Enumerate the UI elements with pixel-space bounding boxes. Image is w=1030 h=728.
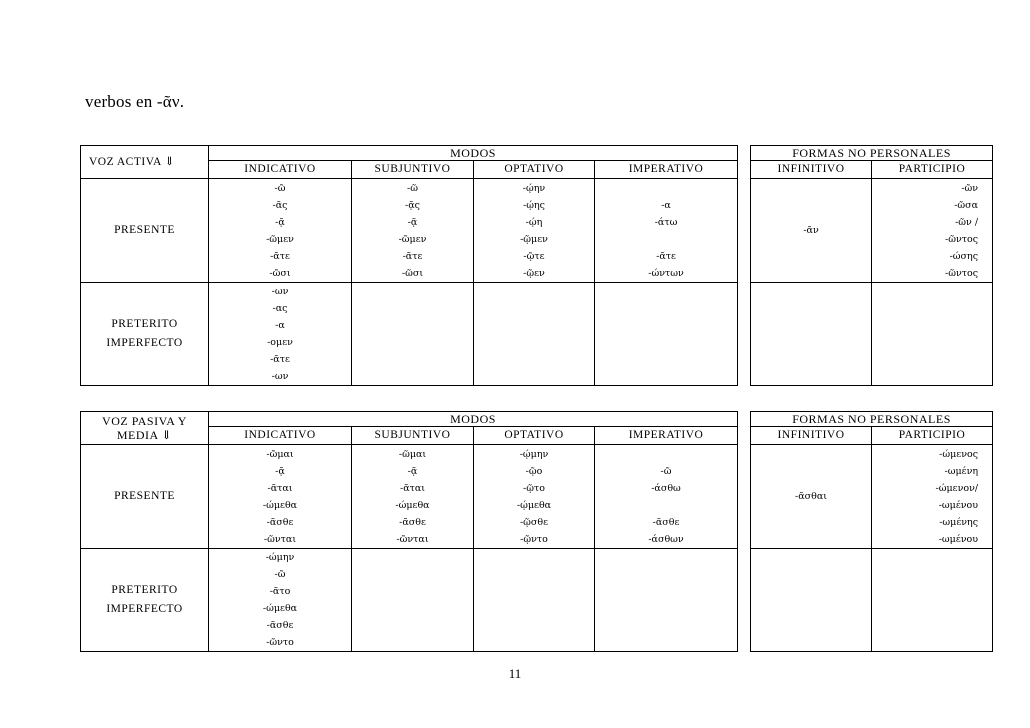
participio-forms: [872, 445, 993, 549]
preterito-label-line1: PRETERITO: [111, 318, 178, 330]
form-cell: -ῶμαι: [398, 448, 427, 460]
form-cell: -ώμεθα: [262, 499, 298, 511]
indicativo-forms: [209, 445, 352, 549]
preterito-label: [81, 283, 209, 386]
presente-label: PRESENTE: [81, 445, 209, 549]
empty-cell: [474, 549, 595, 652]
optativo-header: OPTATIVO: [474, 161, 595, 179]
indicativo-header: INDICATIVO: [209, 427, 352, 445]
form-cell: -ων: [271, 286, 289, 297]
form-cell: -ῶ: [274, 569, 286, 580]
form-cell: -ῶντο: [266, 637, 294, 648]
participio-header: PARTICIPIO: [872, 161, 993, 179]
preterito-label-line2: IMPERFECTO: [106, 337, 183, 349]
page-number: 11: [508, 666, 522, 681]
form-cell: -ῶμεν: [266, 233, 294, 245]
modos-header: MODOS: [209, 412, 738, 427]
column-gap: [738, 146, 751, 179]
passive-voice-label-line1: VOZ PASIVA Y: [102, 414, 187, 428]
form-cell: -ώσης: [949, 250, 979, 262]
form-cell: -ῶ: [274, 182, 286, 194]
form-cell: -ᾶς: [272, 199, 288, 211]
form-cell: -ᾶτε: [270, 354, 290, 365]
passive-voice-label: [81, 412, 209, 445]
form-cell: -ῶν: [961, 182, 979, 194]
infinitivo-header: INFINITIVO: [751, 161, 872, 179]
form-cell: -ᾷ: [407, 465, 418, 477]
form-cell: -ᾶτε: [402, 250, 423, 262]
form-cell: [595, 231, 737, 248]
formas-header: FORMAS NO PERSONALES: [751, 146, 993, 161]
infinitivo-form: -ᾶν: [751, 179, 872, 283]
form-cell: -ωμένου: [938, 533, 979, 545]
imperativo-forms: [595, 445, 738, 549]
form-cell: -ᾷ: [275, 216, 285, 228]
passive-voice-label-line2: MEDIA ⇓: [116, 428, 173, 442]
empty-cell: [474, 283, 595, 386]
form-cell: -ῴην: [522, 182, 546, 194]
form-cell: -ῶμεν: [398, 233, 427, 245]
presente-label: PRESENTE: [81, 179, 209, 283]
form-cell: -ῷμεν: [520, 233, 548, 245]
subjuntivo-forms: [352, 179, 474, 283]
form-cell: -ῶσα: [954, 199, 979, 211]
form-cell: -άσθω: [651, 482, 681, 494]
imperativo-forms: [595, 179, 738, 283]
form-cell: -ῷτε: [523, 250, 545, 262]
form-cell: [595, 497, 737, 514]
indicativo-forms: [209, 179, 352, 283]
form-cell: -ώμεθα: [395, 499, 430, 511]
participio-header: PARTICIPIO: [872, 427, 993, 445]
form-cell: -ῴη: [525, 216, 543, 228]
participio-forms: [872, 179, 993, 283]
form-cell: -άσθων: [648, 533, 684, 545]
form-cell: -ώμην: [265, 552, 295, 563]
form-cell: -ῶσι: [401, 267, 424, 279]
form-cell: -ᾶσθε: [266, 620, 294, 631]
formas-header: FORMAS NO PERSONALES: [751, 412, 993, 427]
form-cell: -ῶ: [660, 465, 672, 477]
form-cell: -ῶντος: [945, 267, 979, 279]
active-voice-table: [80, 145, 993, 386]
preterito-label: [81, 549, 209, 652]
form-cell: -ᾶτε: [270, 250, 290, 262]
form-cell: -ᾷς: [405, 199, 420, 211]
column-gap: [738, 549, 751, 652]
table-row: [81, 283, 993, 386]
empty-cell: [872, 283, 993, 386]
form-cell: -ώμενον/: [935, 482, 979, 494]
form-cell: -ωμένου: [938, 499, 979, 511]
form-cell: -ωμένης: [939, 516, 979, 528]
form-cell: -άτω: [654, 216, 678, 228]
empty-cell: [352, 283, 474, 386]
form-cell: -ῷο: [525, 465, 543, 477]
form-cell: -ῴης: [523, 199, 545, 211]
form-cell: -ᾷ: [275, 465, 285, 477]
form-cell: -ῶ: [407, 182, 418, 194]
active-voice-label: VOZ ACTIVA ⇓: [81, 146, 209, 179]
infinitivo-header: INFINITIVO: [751, 427, 872, 445]
form-cell: -ων: [271, 371, 289, 382]
form-cell: -α: [275, 320, 285, 331]
form-cell: -ῶνται: [396, 533, 429, 545]
modos-header: MODOS: [209, 146, 738, 161]
form-cell: -ομεν: [267, 337, 293, 348]
preterito-label-line1: PRETERITO: [111, 584, 178, 596]
optativo-header: OPTATIVO: [474, 427, 595, 445]
form-cell: -ῶντος: [945, 233, 979, 245]
form-cell: -ώμεθα: [262, 603, 298, 614]
form-cell: -ῶνται: [263, 533, 297, 545]
empty-cell: [872, 549, 993, 652]
indicativo-header: INDICATIVO: [209, 161, 352, 179]
form-cell: -ῷτο: [523, 482, 545, 494]
form-cell: -ωμένη: [944, 465, 979, 477]
form-cell: [595, 180, 737, 197]
preterito-label-line2: IMPERFECTO: [106, 603, 183, 615]
table-row: [81, 445, 993, 549]
form-cell: -ᾶτε: [656, 250, 676, 262]
form-cell: -ας: [272, 303, 288, 314]
column-gap: [738, 179, 751, 283]
optativo-forms: [474, 445, 595, 549]
indicativo-forms: [209, 549, 352, 652]
form-cell: [595, 446, 737, 463]
table-row: [81, 549, 993, 652]
form-cell: -ᾶσθε: [652, 516, 680, 528]
column-gap: [738, 412, 751, 445]
imperativo-header: IMPERATIVO: [595, 427, 738, 445]
form-cell: -ᾶσθε: [266, 516, 294, 528]
form-cell: -ώμενος: [939, 448, 979, 460]
page-heading: verbos en -ᾶν.: [85, 92, 185, 111]
empty-cell: [595, 549, 738, 652]
form-cell: -ῷεν: [523, 267, 545, 279]
passive-voice-table: [80, 411, 993, 652]
form-cell: -ᾷ: [407, 216, 418, 228]
infinitivo-form: -ᾶσθαι: [751, 445, 872, 549]
form-cell: -ᾶσθε: [399, 516, 426, 528]
form-cell: -ῷντο: [520, 533, 548, 545]
form-cell: -ῶν /: [955, 216, 979, 228]
form-cell: -ῴμην: [519, 448, 549, 460]
subjuntivo-header: SUBJUNTIVO: [352, 427, 474, 445]
form-cell: -ῶμαι: [266, 448, 294, 460]
optativo-forms: [474, 179, 595, 283]
empty-cell: [352, 549, 474, 652]
subjuntivo-header: SUBJUNTIVO: [352, 161, 474, 179]
form-cell: -ᾶται: [399, 482, 426, 494]
form-cell: -ώντων: [648, 267, 684, 279]
form-cell: -ῷσθε: [519, 516, 549, 528]
form-cell: -ῶσι: [269, 267, 291, 279]
form-cell: -ῴμεθα: [516, 499, 552, 511]
form-cell: -ᾶται: [267, 482, 293, 494]
column-gap: [738, 445, 751, 549]
empty-cell: [595, 283, 738, 386]
subjuntivo-forms: [352, 445, 474, 549]
imperativo-header: IMPERATIVO: [595, 161, 738, 179]
form-cell: -α: [661, 199, 671, 211]
form-cell: -ᾶτο: [269, 586, 291, 597]
column-gap: [738, 283, 751, 386]
empty-cell: [751, 283, 872, 386]
empty-cell: [751, 549, 872, 652]
table-row: [81, 179, 993, 283]
indicativo-forms: [209, 283, 352, 386]
